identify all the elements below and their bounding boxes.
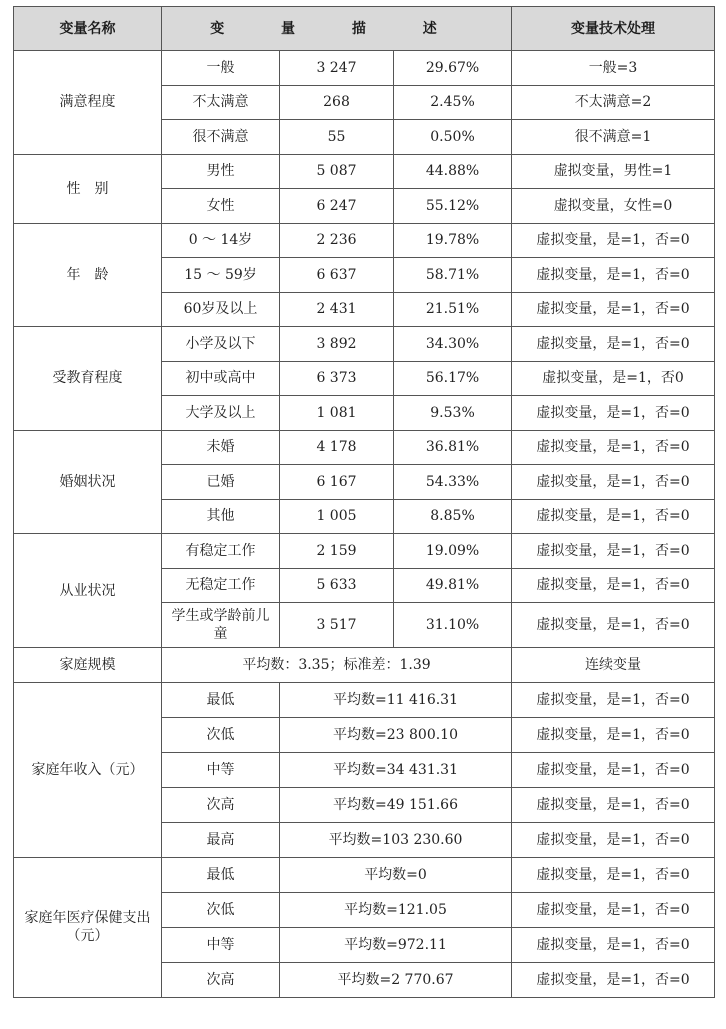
category-cell: 初中或高中 [162, 361, 280, 396]
category-cell: 最低 [162, 682, 280, 717]
percent-cell: 36.81% [394, 430, 512, 465]
percent-cell: 31.10% [394, 603, 512, 648]
percent-cell: 2.45% [394, 85, 512, 120]
treatment-cell: 很不满意=1 [512, 120, 715, 155]
count-cell: 6 247 [280, 189, 394, 224]
description-cell: 平均数=23 800.10 [280, 717, 512, 752]
category-cell: 小学及以下 [162, 327, 280, 362]
category-cell: 学生或学龄前儿童 [162, 603, 280, 648]
percent-cell: 19.78% [394, 223, 512, 258]
count-cell: 6 167 [280, 465, 394, 500]
treatment-cell: 虚拟变量，是=1，否=0 [512, 223, 715, 258]
treatment-cell: 虚拟变量，是=1，否0 [512, 361, 715, 396]
table-row [14, 534, 715, 569]
group-name: 家庭年收入（元） [14, 682, 162, 857]
percent-cell: 56.17% [394, 361, 512, 396]
treatment-cell: 虚拟变量，是=1，否=0 [512, 892, 715, 927]
treatment-cell: 虚拟变量，是=1，否=0 [512, 752, 715, 787]
variable-table [13, 6, 715, 998]
category-cell: 有稳定工作 [162, 534, 280, 569]
treatment-cell: 虚拟变量，是=1，否=0 [512, 292, 715, 327]
treatment-cell: 虚拟变量，是=1，否=0 [512, 927, 715, 962]
treatment-cell: 虚拟变量，男性=1 [512, 154, 715, 189]
percent-cell: 55.12% [394, 189, 512, 224]
category-cell: 15 ～ 59岁 [162, 258, 280, 293]
category-cell: 最高 [162, 822, 280, 857]
category-cell: 次低 [162, 892, 280, 927]
treatment-cell: 虚拟变量，是=1，否=0 [512, 787, 715, 822]
category-cell: 中等 [162, 927, 280, 962]
group-name: 受教育程度 [14, 327, 162, 431]
group-name: 婚姻状况 [14, 430, 162, 534]
count-cell: 6 637 [280, 258, 394, 293]
treatment-cell: 虚拟变量，是=1，否=0 [512, 822, 715, 857]
percent-cell: 9.53% [394, 396, 512, 431]
category-cell: 次高 [162, 787, 280, 822]
treatment-cell: 虚拟变量，是=1，否=0 [512, 603, 715, 648]
count-cell: 6 373 [280, 361, 394, 396]
table-row [14, 223, 715, 258]
category-cell: 一般 [162, 51, 280, 86]
percent-cell: 0.50% [394, 120, 512, 155]
table-row [14, 857, 715, 892]
count-cell: 5 087 [280, 154, 394, 189]
treatment-cell: 虚拟变量，是=1，否=0 [512, 534, 715, 569]
description-cell: 平均数=0 [280, 857, 512, 892]
count-cell: 3 517 [280, 603, 394, 648]
count-cell: 2 431 [280, 292, 394, 327]
category-cell: 女性 [162, 189, 280, 224]
count-cell: 55 [280, 120, 394, 155]
percent-cell: 44.88% [394, 154, 512, 189]
count-cell: 2 159 [280, 534, 394, 569]
treatment-cell: 虚拟变量，女性=0 [512, 189, 715, 224]
description-cell: 平均数=103 230.60 [280, 822, 512, 857]
treatment-cell: 虚拟变量，是=1，否=0 [512, 499, 715, 534]
group-name: 满意程度 [14, 51, 162, 155]
header-row [14, 7, 715, 51]
category-cell: 不太满意 [162, 85, 280, 120]
percent-cell: 19.09% [394, 534, 512, 569]
header-variable-treatment: 变量技术处理 [512, 7, 715, 51]
group-name: 性 别 [14, 154, 162, 223]
category-cell: 次高 [162, 962, 280, 997]
treatment-cell: 不太满意=2 [512, 85, 715, 120]
percent-cell: 29.67% [394, 51, 512, 86]
treatment-cell: 连续变量 [512, 648, 715, 683]
percent-cell: 21.51% [394, 292, 512, 327]
category-cell: 男性 [162, 154, 280, 189]
category-cell: 中等 [162, 752, 280, 787]
category-cell: 很不满意 [162, 120, 280, 155]
description-cell: 平均数=34 431.31 [280, 752, 512, 787]
category-cell: 次低 [162, 717, 280, 752]
description-cell: 平均数=121.05 [280, 892, 512, 927]
treatment-cell: 虚拟变量，是=1，否=0 [512, 962, 715, 997]
treatment-cell: 虚拟变量，是=1，否=0 [512, 857, 715, 892]
table-row [14, 648, 715, 683]
percent-cell: 54.33% [394, 465, 512, 500]
treatment-cell: 虚拟变量，是=1，否=0 [512, 430, 715, 465]
category-cell: 无稳定工作 [162, 568, 280, 603]
percent-cell: 58.71% [394, 258, 512, 293]
table-row [14, 51, 715, 86]
category-cell: 其他 [162, 499, 280, 534]
header-variable-name: 变量名称 [14, 7, 162, 51]
category-cell: 已婚 [162, 465, 280, 500]
group-name: 从业状况 [14, 534, 162, 648]
count-cell: 3 247 [280, 51, 394, 86]
count-cell: 1 081 [280, 396, 394, 431]
header-variable-description: 变 量 描 述 [162, 7, 512, 51]
count-cell: 3 892 [280, 327, 394, 362]
category-cell: 最低 [162, 857, 280, 892]
description-cell: 平均数=11 416.31 [280, 682, 512, 717]
percent-cell: 8.85% [394, 499, 512, 534]
category-cell: 未婚 [162, 430, 280, 465]
count-cell: 268 [280, 85, 394, 120]
category-cell: 60岁及以上 [162, 292, 280, 327]
count-cell: 5 633 [280, 568, 394, 603]
description-cell: 平均数：3.35；标准差：1.39 [162, 648, 512, 683]
group-name: 年 龄 [14, 223, 162, 327]
percent-cell: 34.30% [394, 327, 512, 362]
table-row [14, 430, 715, 465]
treatment-cell: 一般=3 [512, 51, 715, 86]
table-row [14, 327, 715, 362]
count-cell: 4 178 [280, 430, 394, 465]
description-cell: 平均数=972.11 [280, 927, 512, 962]
table-row [14, 154, 715, 189]
percent-cell: 49.81% [394, 568, 512, 603]
treatment-cell: 虚拟变量，是=1，否=0 [512, 465, 715, 500]
table-row [14, 682, 715, 717]
category-cell: 大学及以上 [162, 396, 280, 431]
group-name: 家庭规模 [14, 648, 162, 683]
treatment-cell: 虚拟变量，是=1，否=0 [512, 568, 715, 603]
treatment-cell: 虚拟变量，是=1，否=0 [512, 327, 715, 362]
treatment-cell: 虚拟变量，是=1，否=0 [512, 258, 715, 293]
treatment-cell: 虚拟变量，是=1，否=0 [512, 717, 715, 752]
description-cell: 平均数=49 151.66 [280, 787, 512, 822]
group-name: 家庭年医疗保健支出（元） [14, 857, 162, 997]
description-cell: 平均数=2 770.67 [280, 962, 512, 997]
category-cell: 0 ～ 14岁 [162, 223, 280, 258]
count-cell: 1 005 [280, 499, 394, 534]
treatment-cell: 虚拟变量，是=1，否=0 [512, 682, 715, 717]
treatment-cell: 虚拟变量，是=1，否=0 [512, 396, 715, 431]
count-cell: 2 236 [280, 223, 394, 258]
